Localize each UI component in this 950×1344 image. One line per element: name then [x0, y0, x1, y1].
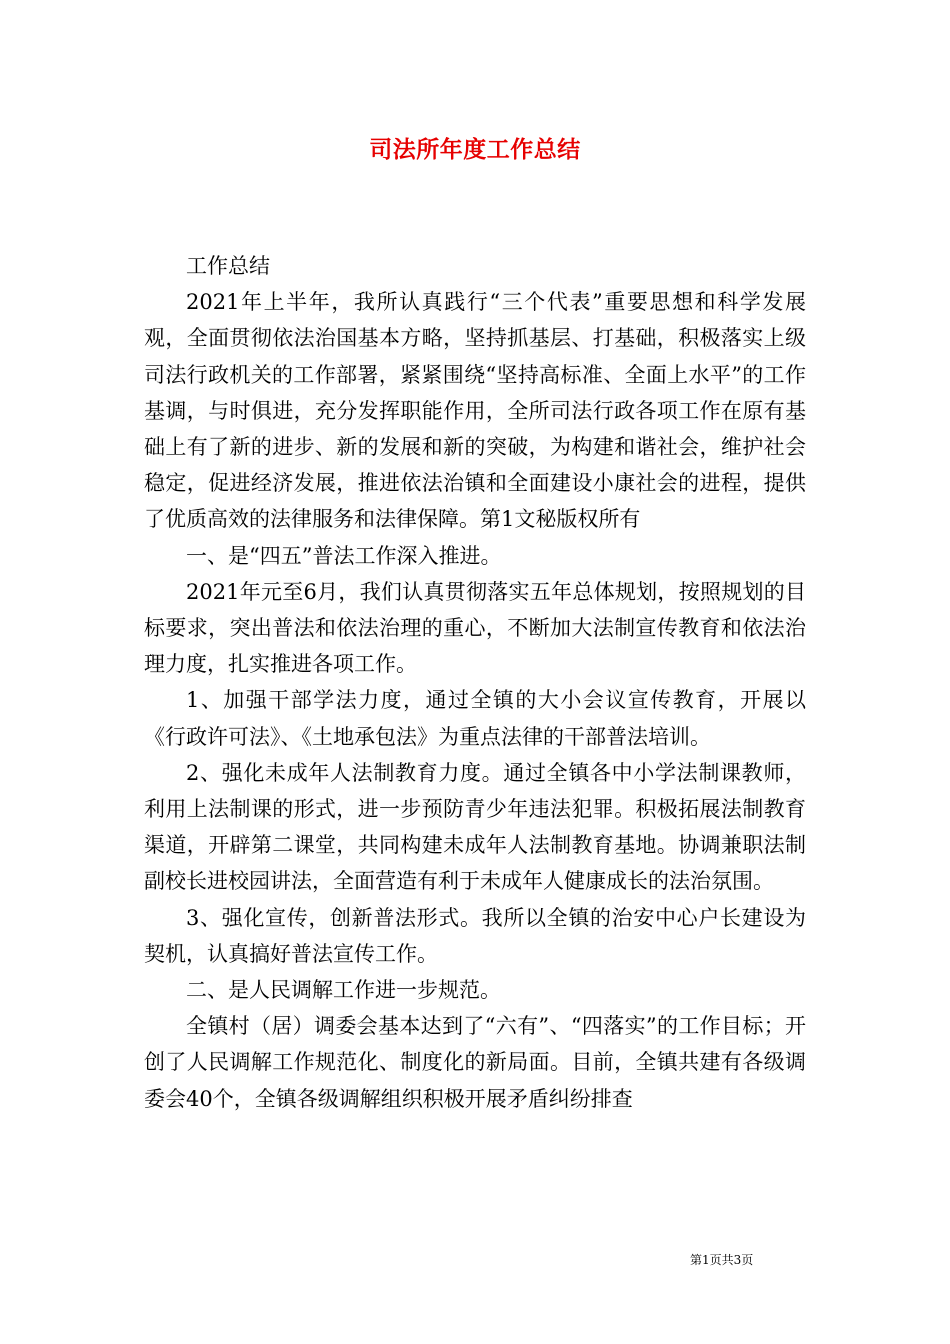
document-body: [144, 248, 806, 1117]
paragraph-section-2-heading: 二、是人民调解工作进一步规范。: [186, 978, 501, 1003]
paragraph-heading-summary: 工作总结: [186, 254, 270, 278]
paragraph-section-2-body: 全镇村（居）调委会基本达到了“六有”、“四落实”的工作目标；开创了人民调解工作规范化、制度化的新局面。目前，全镇共建有各级调委会40个，全镇各级调解组织积极开展矛盾纠纷排查: [144, 1014, 806, 1111]
document-title: 司法所年度工作总结: [369, 136, 581, 163]
page-number: 第1页共3页: [690, 1253, 754, 1267]
paragraph-item-3: 3、强化宣传，创新普法形式。我所以全镇的治安中心户长建设为契机，认真搞好普法宣传工作。: [144, 905, 806, 966]
paragraph-intro: 2021年上半年，我所认真践行“三个代表”重要思想和科学发展观，全面贯彻依法治国基本方略，坚持抓基层、打基础，积极落实上级司法行政机关的工作部署，紧紧围绕“坚持高标准、全面上水平”的工作基调，与时俱进，充分发挥职能作用，全所司法行政各项工作在原有基础上有了新的进步、新的发展和新的突破，为构建和谐社会，维护社会稳定，促进经济发展，推进依法治镇和全面建设小康社会的进程，提供了优质高效的法律服务和法律保障。第1文秘版权所有: [144, 290, 806, 532]
paragraph-item-2: 2、强化未成年人法制教育力度。通过全镇各中小学法制课教师，利用上法制课的形式，进一步预防青少年违法犯罪。积极拓展法制教育渠道，开辟第二课堂，共同构建未成年人法制教育基地。协调兼职法制副校长进校园讲法，全面营造有利于未成年人健康成长的法治氛围。: [144, 760, 806, 894]
paragraph-section-1-body: 2021年元至6月，我们认真贯彻落实五年总体规划，按照规划的目标要求，突出普法和依法治理的重心，不断加大法制宣传教育和依法治理力度，扎实推进各项工作。: [144, 579, 806, 677]
paragraph-item-1: 1、加强干部学法力度，通过全镇的大小会议宣传教育，开展以《行政许可法》、《土地承包法》为重点法律的干部普法培训。: [144, 688, 806, 749]
paragraph-section-1-heading: 一、是“四五”普法工作深入推进。: [186, 543, 502, 568]
